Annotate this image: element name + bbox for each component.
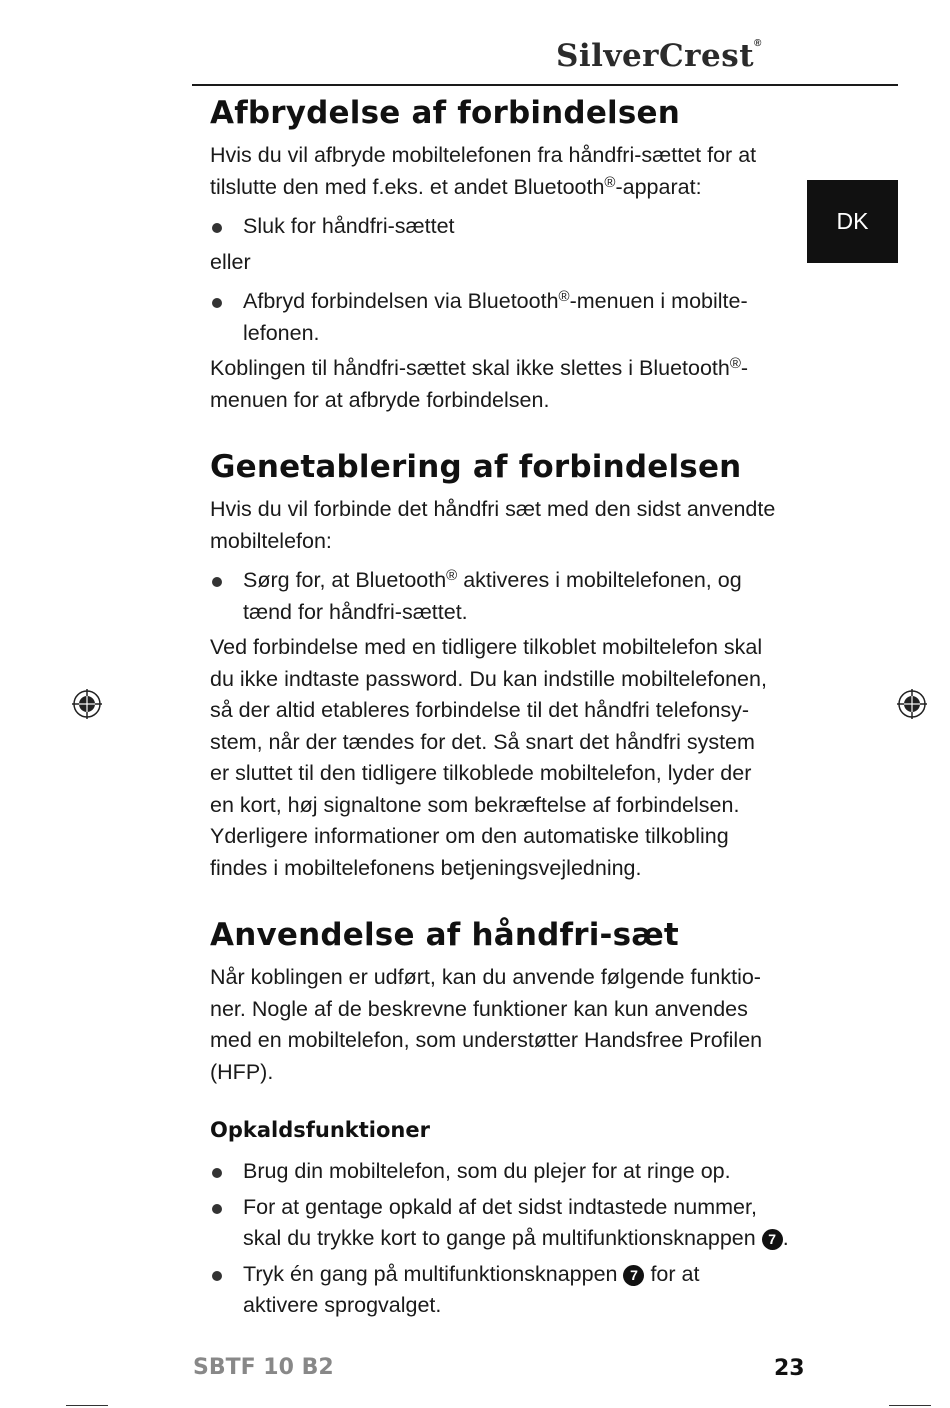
list-item: Tryk én gang på multifunktionsknappen 7 for at aktivere sprogvalget. [210,1259,800,1322]
list-item: Sluk for håndfri-sættet [210,211,800,243]
header-rule [192,84,898,86]
list-item: Afbryd forbindelsen via Bluetooth®-menuen i mobilte- lefonen. [210,286,800,349]
paragraph: Når koblingen er udført, kan du anvende følgende funktio- ner. Nogle af de beskrevne funktioner kan kun anvendes med en mobiltelefon, som understøtter Handsfree Profilen (HFP). [210,965,763,1084]
list-item: Sørg for, at Bluetooth® aktiveres i mobiltelefonen, og tænd for håndfri-sættet. [210,565,800,628]
paragraph: Ved forbindelse med en tidligere tilkoblet mobiltelefon skal du ikke indtaste password. Du kan indstille mobiltelefonen, så der altid etableres forbindelse til det håndfri telefonsy- stem, når der tændes for det. Så snart det håndfri system er sluttet til den tidligere tilkoblede mobiltelefon, lyder der en kort, høj signaltone som bekræftelse af forbindelsen. Yderligere informationer om den automatiske tilkobling findes i mobiltelefonens betjeningsvejledning. [210,635,767,880]
paragraph: Hvis du vil forbinde det håndfri sæt med den sidst anvendte mobiltelefon: [210,497,776,553]
list-item: For at gentage opkald af det sidst indtastede nummer, skal du trykke kort to gange på multifunktionsknappen 7 . [210,1192,800,1255]
section-title: Anvendelse af håndfri-sæt [210,917,679,953]
registration-mark-icon [897,689,927,719]
crop-mark [66,1405,108,1406]
section-title: Afbrydelse af forbindelsen [210,95,681,131]
button-number-icon: 7 [623,1265,644,1286]
page-content [210,92,800,1322]
crop-mark [889,1405,931,1406]
footer-model: SBTF 10 B2 [193,1355,334,1380]
paragraph: Koblingen til håndfri-sættet skal ikke slettes i Bluetooth®- menuen for at afbryde forbindelsen. [210,355,749,412]
registration-mark-icon [72,689,102,719]
paragraph: Hvis du vil afbryde mobiltelefonen fra håndfri-sættet for at tilslutte den med f.eks. et andet Bluetooth®-apparat: [210,143,757,199]
section-title: Genetablering af forbindelsen [210,449,742,485]
language-tab: DK [807,180,898,263]
paragraph: eller [210,249,251,274]
list-item: Brug din mobiltelefon, som du plejer for at ringe op. [210,1156,800,1188]
page-number: 23 [774,1356,805,1381]
brand-logo: SilverCrest® [556,38,762,74]
subsection-title: Opkaldsfunktioner [210,1118,430,1142]
button-number-icon: 7 [762,1229,783,1250]
